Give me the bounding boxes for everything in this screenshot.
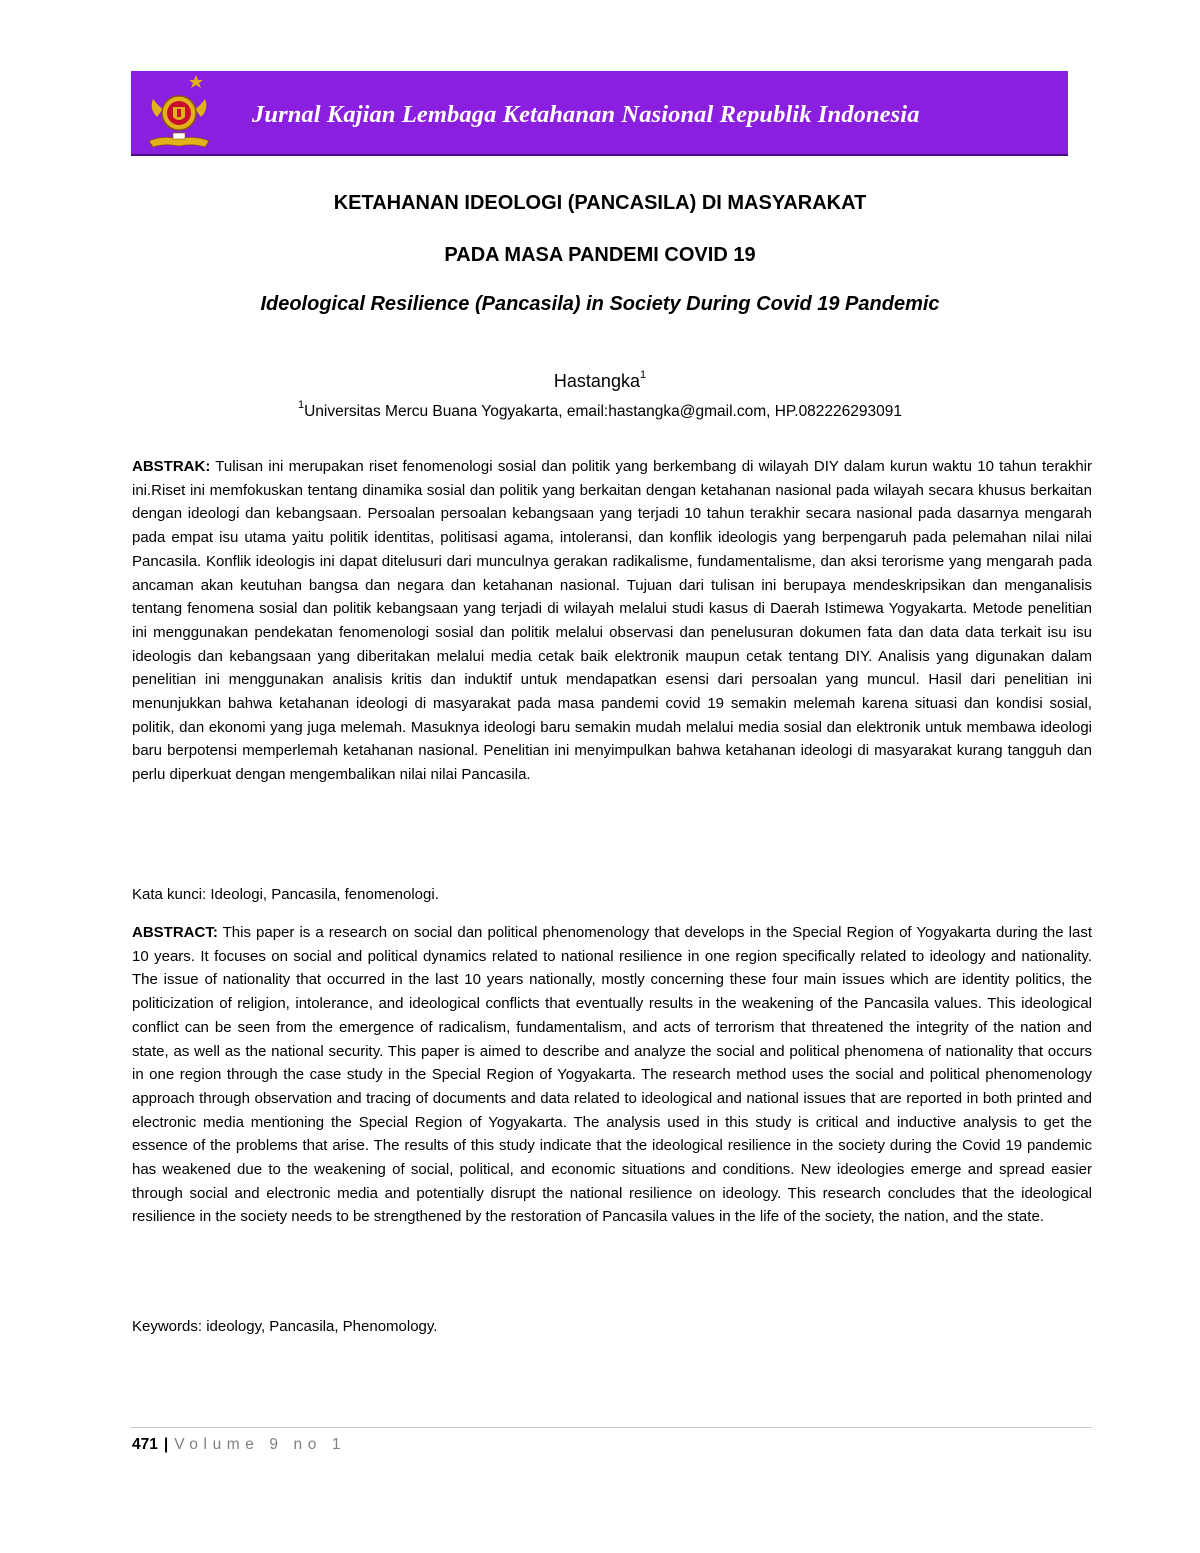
abstract-text: This paper is a research on social dan political phenomenology that develops in the Special Region of Yogyakarta during the last 10 years. It focuses on social and political dynamics related to national resilience in one region specifically related to ideology and nationality. The issue of nationality that occurred in the last 10 years nationally, mostly concerning these four main issues which are identity politics, the politicization of religion, intolerance, and ideological conflicts that eventually results in the weakening of the Pancasila values. This ideological conflict can be seen from the emergence of radicalism, fundamentalism, and acts of terrorism that threatened the integrity of the nation and state, as well as the national security. This paper is aimed to describe and analyze the social and political phenomena of nationality that occurs in one region through the case study in the Special Region of Yogyakarta. The research method uses the social and political phenomenology approach through observation and tracing of documents and data related to ideological and national issues that are reported in both printed and electronic media mentioning the Special Region of Yogyakarta. The analysis used in this study is critical and inductive analysis to get the essence of the problems that arise. The results of this study indicate that the ideological resilience in the society during the Covid 19 pandemic has weakened due to the weakening of social, political, and economic situations and conditions. New ideologies emerge and spread easier through social and electronic media and potentially disrupt the national resilience on ideology. This research concludes that the ideological resilience in the society needs to be strengthened by the restoration of Pancasila values in the life of the society, the nation, and the state. (132, 924, 1092, 1226)
article-title-line-1: KETAHANAN IDEOLOGI (PANCASILA) DI MASYARAKAT (333, 192, 867, 214)
abstrak-label: ABSTRAK: (132, 458, 211, 475)
abstract-paragraph (132, 921, 1092, 1229)
article-title-english: Ideological Resilience (Pancasila) in Society During Covid 19 Pandemic (260, 293, 940, 315)
keywords: Keywords: ideology, Pancasila, Phenomology. (132, 1318, 438, 1335)
footer-separator: | (163, 1436, 169, 1453)
page-number: 471 (132, 1436, 158, 1453)
page-footer (132, 1436, 346, 1454)
abstrak-text: Tulisan ini merupakan riset fenomenologi sosial dan politik yang berkembang di wilayah DIY dalam kurun waktu 10 tahun terakhir ini.Riset ini memfokuskan tentang dinamika sosial dan politik yang berkaitan dengan ketahanan nasional pada wilayah secara khusus berkaitan dengan ideologi dan kebangsaan. Persoalan persoalan kebangsaan yang terjadi 10 tahun terakhir secara nasional pada dasarnya mengarah pada empat isu utama yaitu politik identitas, politisasi agama, intoleransi, dan konflik ideologis yang berpengaruh pada pelemahan nilai nilai Pancasila. Konflik ideologis ini dapat ditelusuri dari munculnya gerakan radikalisme, fundamentalisme, dan aksi terorisme yang mengarah pada ancaman akan keutuhan bangsa dan negara dan ketahanan nasional. Tujuan dari tulisan ini berupaya mendeskripsikan dan menganalisis tentang fenomena sosial dan politik kebangsaan yang terjadi di wilayah melalui studi kasus di Daerah Istimewa Yogyakarta. Metode penelitian ini menggunakan pendekatan fenomenologi sosial dan politik melalui observasi dan penelusuran dokumen fata dan data data terkait isu isu ideologis dan kebangsaan yang diberitakan melalui media cetak baik elektronik maupun cetak tentang DIY. Analisis yang digunakan dalam penelitian ini menggunakan analisis kritis dan induktif untuk mendapatkan esensi dari persoalan yang muncul. Hasil dari penelitian ini menunjukkan bahwa ketahanan ideologi di masyarakat pada masa pandemi covid 19 semakin melemah karena situasi dan kondisi sosial, politik, dan ekonomi yang juga melemah. Masuknya ideologi baru semakin mudah melalui media sosial dan elektronik untuk membawa ideologi baru berpotensi memperlemah ketahanan nasional. Penelitian ini menyimpulkan bahwa ketahanan ideologi di masyarakat kurang tangguh dan perlu diperkuat dengan mengembalikan nilai nilai Pancasila. (132, 458, 1092, 784)
affiliation-superscript: 1 (297, 398, 305, 411)
affiliation-text: Universitas Mercu Buana Yogyakarta, email:hastangka@gmail.com, HP.082226293091 (304, 403, 903, 420)
footer-divider (131, 1427, 1092, 1428)
journal-header-banner (131, 71, 1068, 156)
article-title-line-2: PADA MASA PANDEMI COVID 19 (444, 244, 756, 266)
author-name: Hastangka (553, 371, 640, 391)
author-superscript: 1 (639, 369, 647, 381)
abstract-label: ABSTRACT: (132, 924, 218, 941)
author (0, 371, 1200, 392)
abstrak-paragraph (132, 455, 1092, 787)
lemhannas-emblem-icon (143, 73, 215, 153)
volume-label: Volume 9 no 1 (174, 1436, 347, 1453)
author-affiliation (0, 398, 1200, 421)
kata-kunci: Kata kunci: Ideologi, Pancasila, fenomenologi. (132, 886, 439, 903)
journal-title: Jurnal Kajian Lembaga Ketahanan Nasional Republik Indonesia (252, 101, 920, 128)
